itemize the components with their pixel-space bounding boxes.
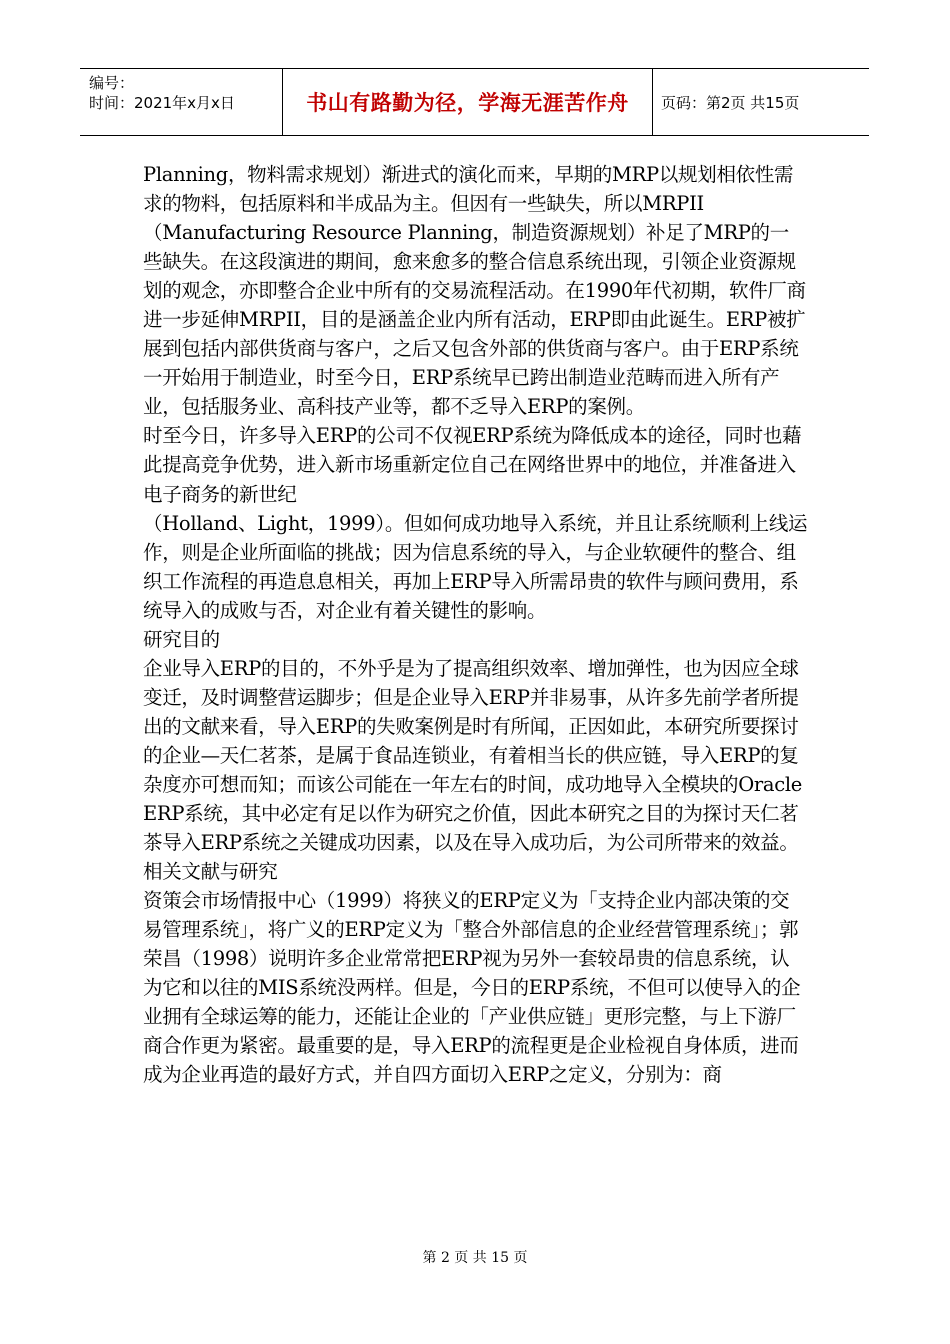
- paragraph-erp-today: 时至今日，许多导入ERP的公司不仅视ERP系统为降低成本的途径，同时也藉此提高竞争优势，进入新市场重新定位自己在网络世界中的地位，并准备进入电子商务的新世纪: [143, 424, 802, 506]
- document-number-label: 编号：: [89, 74, 135, 92]
- document-date: 时间：2021年x月x日: [89, 94, 235, 112]
- document-body: [143, 160, 808, 1090]
- paragraph-literature: 资策会市场情报中心（1999）将狭义的ERP定义为「支持企业内部决策的交易管理系统」，将广义的ERP定义为「整合外部信息的企业经营管理系统」；郭荣昌（1998）说明许多企业常常把ERP视为另外一套较昂贵的信息系统，认为它和以往的MIS系统没两样。但是，今日的ERP系统，不但可以使导入的企业拥有全球运筹的能力，还能让企业的「产业供应链」更形完整，与上下游厂商合作更为紧密。最重要的是，导入ERP的流程更是企业检视自身体质，进而成为企业再造的最好方式，并自四方面切入ERP之定义，分别为：商: [143, 889, 801, 1087]
- paragraph-erp-challenge: （Holland、Light，1999）。但如何成功地导入系统，并且让系统顺利上线运作，则是企业所面临的挑战；因为信息系统的导入，与企业软硬件的整合、组织工作流程的再造息息相关，再加上ERP导入所需昂贵的软件与顾问费用，系统导入的成败与否，对企业有着关键性的影响。: [143, 511, 808, 622]
- paragraph-erp-history: Planning，物料需求规划）渐进式的演化而来，早期的MRP以规划相依性需求的物料，包括原料和半成品为主。但因有一些缺失，所以MRPII（Manufacturing Resource Planning，制造资源规划）补足了MRP的一些缺失。在这段演进的期间，愈来愈多的整合信息系统出现，引领企业资源规划的观念，亦即整合企业中所有的交易流程活动。在1990年代初期，软件厂商进一步延伸MRPII，目的是涵盖企业内所有活动，ERP即由此诞生。ERP被扩展到包括内部供货商与客户，之后又包含外部的供货商与客户。由于ERP系统一开始用于制造业，时至今日，ERP系统早已跨出制造业范畴而进入所有产业，包括服务业、高科技产业等，都不乏导入ERP的案例。: [143, 163, 806, 419]
- header-page-info: 页码：第2页 共15页: [661, 93, 800, 112]
- section-heading-research-purpose: 研究目的: [143, 627, 220, 651]
- page-footer: 第 2 页 共 15 页: [422, 1250, 528, 1266]
- header-motto: 书山有路勤为径，学海无涯苦作舟: [283, 69, 653, 135]
- header-meta: [80, 69, 283, 135]
- paragraph-research-purpose: 企业导入ERP的目的，不外乎是为了提高组织效率、增加弹性，也为因应全球变迁，及时调整营运脚步；但是企业导入ERP并非易事，从许多先前学者所提出的文献来看，导入ERP的失败案例是时有所闻，正因如此，本研究所要探讨的企业—天仁茗茶，是属于食品连锁业，有着相当长的供应链，导入ERP的复杂度亦可想而知；而该公司能在一年左右的时间，成功地导入全模块的Oracle ERP系统，其中必定有足以作为研究之价值，因此本研究之目的为探讨天仁茗茶导入ERP系统之关键成功因素，以及在导入成功后，为公司所带来的效益。: [143, 656, 803, 855]
- page-header: [80, 68, 869, 136]
- section-heading-literature: 相关文献与研究: [143, 860, 278, 884]
